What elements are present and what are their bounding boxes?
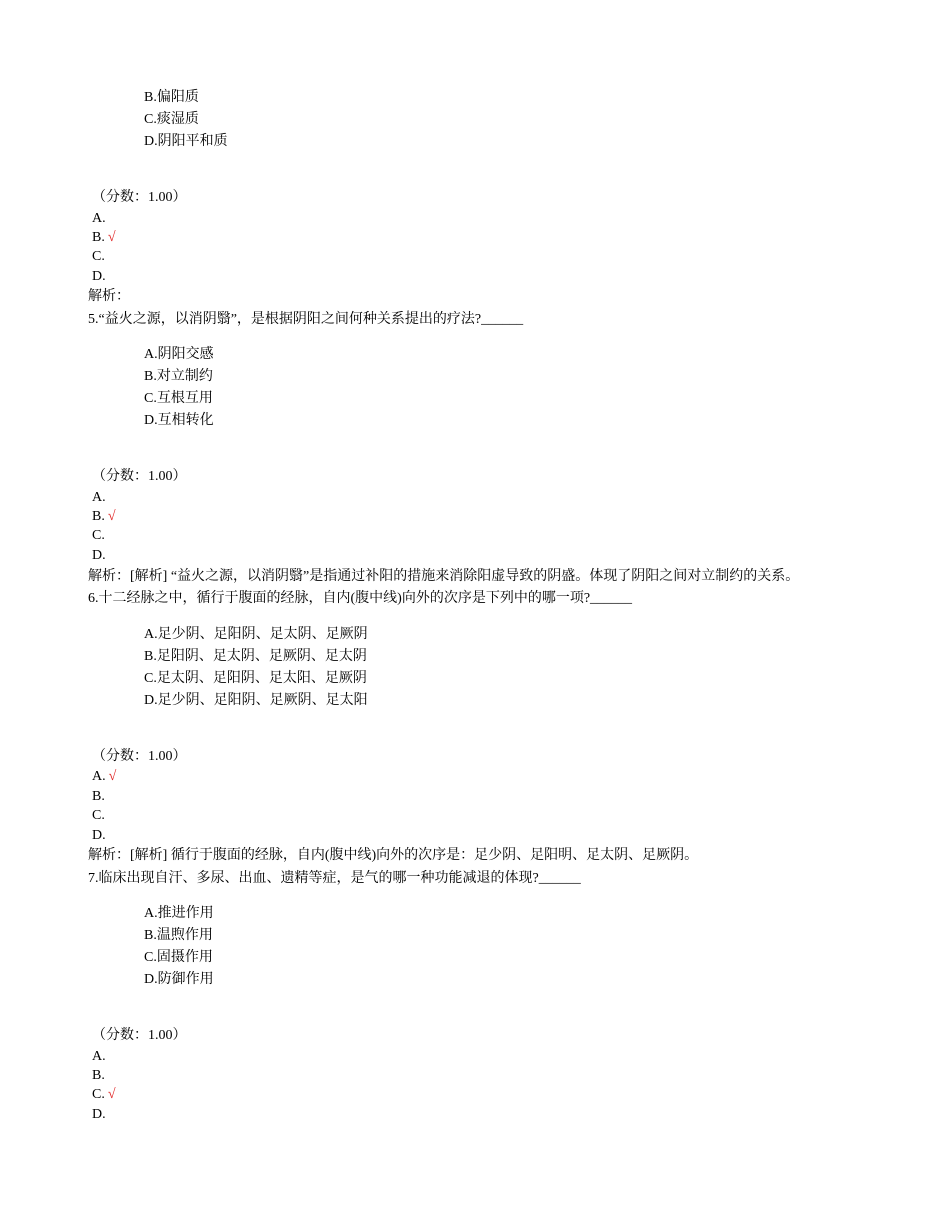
q7-answer-c-label: C. xyxy=(92,1087,105,1102)
q6-answer-b: B. xyxy=(92,789,105,804)
q4-option-b: B.偏阳质 xyxy=(144,90,199,105)
q6-question: 6.十二经脉之中，循行于腹面的经脉，自内(腹中线)向外的次序是下列中的哪一项?______ xyxy=(88,591,633,606)
q5-answer-b xyxy=(92,508,116,526)
q5-option-a: A.阴阳交感 xyxy=(144,347,214,362)
q6-option-d: D.足少阴、足阳阴、足厥阴、足太阳 xyxy=(144,693,368,708)
q4-analysis: 解析： xyxy=(88,289,130,304)
q4-answer-c: C. xyxy=(92,249,105,264)
q6-option-a: A.足少阴、足阳阴、足太阴、足厥阴 xyxy=(144,627,368,642)
q4-option-c: C.痰湿质 xyxy=(144,112,199,127)
q5-option-c: C.互根互用 xyxy=(144,391,213,406)
q4-answer-a: A. xyxy=(92,211,106,226)
q6-answer-c: C. xyxy=(92,808,105,823)
q7-option-d: D.防御作用 xyxy=(144,972,214,987)
q5-answer-a: A. xyxy=(92,490,106,505)
q5-answer-b-label: B. xyxy=(92,509,105,524)
q7-option-b: B.温煦作用 xyxy=(144,928,213,943)
q7-option-c: C.固摄作用 xyxy=(144,950,213,965)
q5-analysis: 解析：[解析] “益火之源，以消阴翳”是指通过补阳的措施来消除阳虚导致的阴盛。体现了阴阳之间对立制约的关系。 xyxy=(88,569,800,584)
q6-score: （分数：1.00） xyxy=(92,749,187,764)
q7-score: （分数：1.00） xyxy=(92,1028,187,1043)
q5-option-d: D.互相转化 xyxy=(144,413,214,428)
q5-correct-mark: √ xyxy=(107,509,116,524)
q4-option-d: D.阴阳平和质 xyxy=(144,134,228,149)
q4-score: （分数：1.00） xyxy=(92,190,187,205)
q7-answer-a: A. xyxy=(92,1049,106,1064)
q4-answer-b-label: B. xyxy=(92,230,105,245)
q4-correct-mark: √ xyxy=(107,230,116,245)
q4-answer-b xyxy=(92,229,116,247)
q6-answer-a-label: A. xyxy=(92,769,106,784)
q7-correct-mark: √ xyxy=(107,1087,116,1102)
q6-analysis: 解析：[解析] 循行于腹面的经脉，自内(腹中线)向外的次序是：足少阴、足阳明、足太阴、足厥阴。 xyxy=(88,848,699,863)
q5-answer-d: D. xyxy=(92,548,106,563)
q7-option-a: A.推进作用 xyxy=(144,906,214,921)
q7-answer-b: B. xyxy=(92,1068,105,1083)
q6-correct-mark: √ xyxy=(108,769,117,784)
q5-question: 5.“益火之源，以消阴翳”，是根据阴阳之间何种关系提出的疗法?______ xyxy=(88,312,524,327)
q6-option-c: C.足太阴、足阳阴、足太阳、足厥阴 xyxy=(144,671,367,686)
q6-answer-d: D. xyxy=(92,828,106,843)
q6-option-b: B.足阳阴、足太阴、足厥阴、足太阴 xyxy=(144,649,367,664)
q7-question: 7.临床出现自汗、多尿、出血、遗精等症，是气的哪一种功能减退的体现?______ xyxy=(88,871,581,886)
q5-answer-c: C. xyxy=(92,528,105,543)
q5-option-b: B.对立制约 xyxy=(144,369,213,384)
q4-answer-d: D. xyxy=(92,269,106,284)
q5-score: （分数：1.00） xyxy=(92,469,187,484)
q7-answer-d: D. xyxy=(92,1107,106,1122)
q6-answer-a xyxy=(92,768,116,786)
q7-answer-c xyxy=(92,1086,116,1104)
